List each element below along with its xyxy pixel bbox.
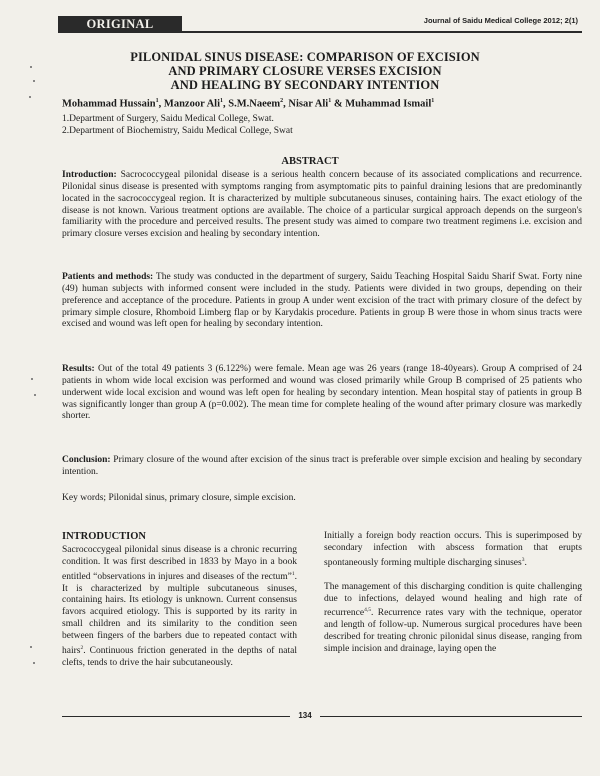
author-affiliation-mark: 2 — [280, 98, 284, 104]
intro-text: . — [524, 557, 527, 568]
author-name: Mohammad Hussain — [62, 98, 156, 110]
title-line-1: PILONIDAL SINUS DISEASE: COMPARISON OF EXCISION — [130, 50, 480, 64]
author-affiliation-mark: 1 — [155, 98, 159, 104]
intro-text: Sacrococcygeal pilonidal sinus disease is a chronic recurring condition. It was first described in 1833 by Mayo in a book entitled “observations in injures and diseases of the rectum” — [62, 544, 297, 582]
section-label: Patients and methods: — [62, 272, 154, 282]
title-line-3: AND HEALING BY SECONDARY INTENTION — [170, 78, 440, 92]
keywords: Key words; Pilonidal sinus, primary closure, simple excision. — [62, 493, 296, 503]
citation-mark: 2 — [80, 644, 84, 651]
abstract-results — [62, 364, 582, 423]
author-separator: & — [331, 98, 346, 110]
intro-text: . It is characterized by multiple subcutaneous sinuses, containing hairs. Its etiology is unknown. Current consensus favors acquired etiology. This is supported by its rarity in small children and its similarity to the condition seen between fingers of the barbers due to repeated contact with hairs — [62, 571, 297, 656]
section-text: Out of the total 49 patients 3 (6.122%) were female. Mean age was 26 years (range 18-40years). Group A comprised of 24 patients in whom wide local excision was performed and wound was closed primarily while Group B comprised of 25 patients who underwent wide local excision and wound was left open for healing by secondary intention. Mean hospital stay of patients in group B was significantly longer than group A (p=0.002). The mean time for complete healing of the wound after primary closure was markedly shorter. — [62, 364, 582, 422]
section-text: The study was conducted in the department of surgery, Saidu Teaching Hospital Saidu Sharif Swat. Forty nine (49) human subjects with informed consent were included in the study. Patients were divided in two groups, depending on their preference and acceptance of the procedure. Patients in group A under went excision of the tract with primary closure of the defect by primary simple closure, Rhomboid Limberg flap or by Karydakis procedure. Patients in group B were those in whom sinus tracts were excised and wound was left open for healing by secondary intention. — [62, 272, 582, 330]
author-separator: , — [283, 98, 289, 110]
author-name: Manzoor Ali — [163, 98, 221, 110]
introduction-heading: INTRODUCTION — [62, 531, 147, 542]
intro-text: . Continuous friction generated in the depths of natal clefts, tends to drive the hair subcutaneously. — [62, 645, 297, 668]
citation-mark: 4,5 — [364, 607, 371, 614]
author-affiliation-mark: 1 — [220, 98, 224, 104]
author-name: Muhammad Ismail — [345, 98, 432, 110]
author-list — [62, 98, 582, 110]
header-rule — [58, 31, 582, 33]
abstract-conclusion — [62, 455, 582, 479]
author-affiliation-mark: 1 — [328, 98, 332, 104]
intro-text: . Recurrence rates vary with the technique, operator and length of follow-up. Numerous surgical procedures have been described for treating chronic pilonidal sinus disease, ranging from simple incision and drainage, laying open the — [324, 608, 582, 655]
intro-column-right — [324, 531, 582, 656]
page-number: 134 — [290, 711, 320, 720]
footer-rule — [62, 716, 582, 717]
article-title — [70, 50, 540, 92]
scan-speck — [33, 662, 35, 664]
section-label: Conclusion: — [62, 455, 111, 465]
scan-speck — [30, 646, 32, 648]
intro-text: Initially a foreign body reaction occurs. This is superimposed by secondary infection with abscess formation that erupts spontaneously forming multiple discharging sinuses — [324, 531, 582, 568]
citation-mark: 3 — [521, 556, 525, 563]
author-affiliation-mark: 1 — [431, 98, 435, 104]
section-label: Introduction: — [62, 170, 117, 180]
scan-speck — [33, 80, 35, 82]
journal-citation: Journal of Saidu Medical College 2012; 2(1) — [423, 16, 578, 25]
author-name: Nisar Ali — [288, 98, 329, 110]
original-article-badge: ORIGINAL ARTICLE — [58, 16, 182, 32]
section-text: Sacrococcygeal pilonidal disease is a serious health concern because of its associated complications and recurrence. Pilonidal sinus disease is presented with symptoms ranging from asymptomatic pits to painful draining lesions that are predominantly located in the sacrococcygeal region. It is characterized by multiple subcutaneous sinuses, containing hairs. The exact etiology of the disease is not known. Various treatment options are available. The choice of a particular surgical approach depends on the surgeon's familiarity with the procedure and perceived results. The present study was aimed to compare two treatment regimens i.e. excision and primary closure verses excision and healing by secondary intention. — [62, 170, 582, 240]
abstract-introduction — [62, 170, 582, 241]
author-separator: , — [223, 98, 229, 110]
intro-paragraph — [324, 531, 582, 570]
abstract-methods — [62, 272, 582, 331]
citation-mark: 1 — [291, 570, 295, 577]
abstract-heading: ABSTRACT — [281, 156, 339, 167]
scan-speck — [31, 378, 33, 380]
title-line-2: AND PRIMARY CLOSURE VERSES EXCISION — [168, 64, 442, 78]
intro-paragraph — [324, 582, 582, 656]
scan-speck — [30, 66, 32, 68]
section-text: Primary closure of the wound after excision of the sinus tract is preferable over simple excision and healing by secondary intention. — [62, 455, 582, 477]
author-separator: , — [158, 98, 164, 110]
section-label: Results: — [62, 364, 95, 374]
intro-column-left — [62, 531, 297, 670]
intro-text: The management of this discharging condition is quite challenging due to infections, delayed wound healing and high rate of recurrence — [324, 581, 582, 619]
author-name: S.M.Naeem — [228, 98, 281, 110]
affiliation-1: 1.Department of Surgery, Saidu Medical College, Swat. — [62, 114, 274, 124]
intro-paragraph — [62, 545, 297, 670]
scan-speck — [34, 394, 36, 396]
scan-speck — [29, 96, 31, 98]
affiliation-2: 2.Department of Biochemistry, Saidu Medical College, Swat — [62, 126, 293, 136]
